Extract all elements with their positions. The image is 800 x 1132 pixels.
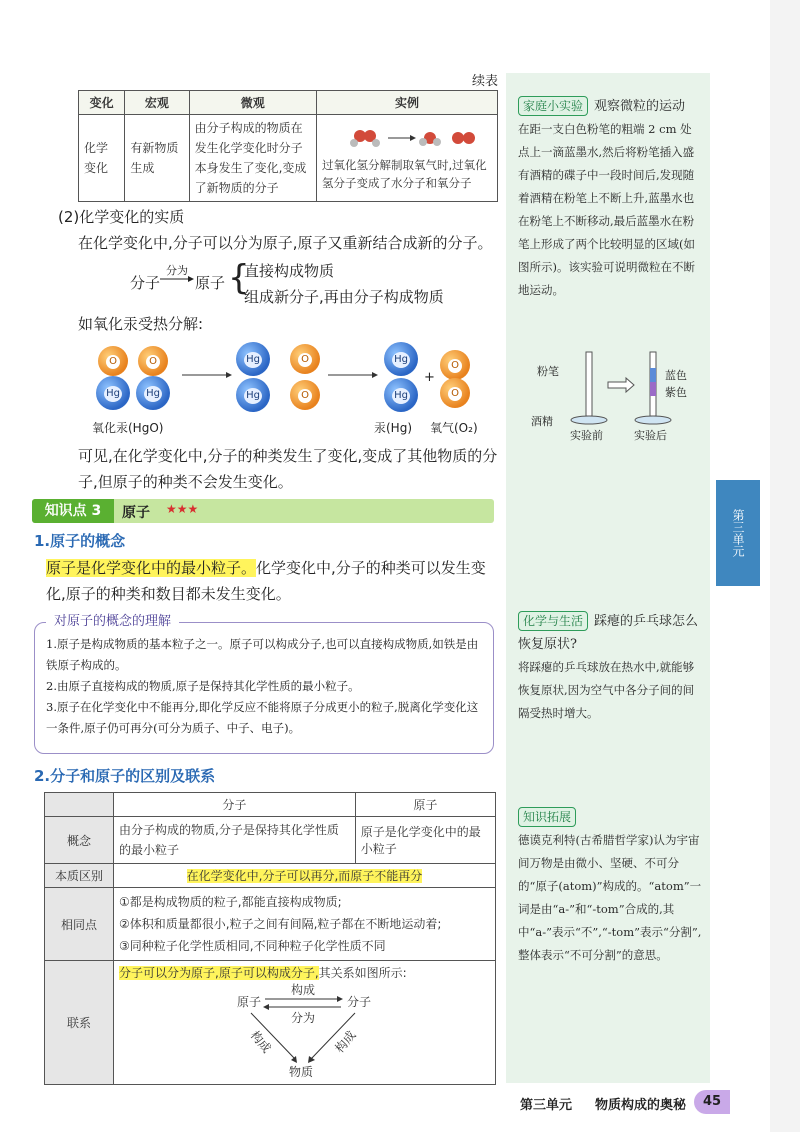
same-point: ①都是构成物质的粒子,都能直接构成物质; [119,895,342,909]
label-hg: 汞(Hg) [374,421,413,435]
atom-concept-rest: 化学变化中,分子的种类可以发生变化,原子的种类和数目都未发生变化。 [46,559,486,603]
header-micro: 微观 [189,91,316,115]
fig-after-label: 实验后 [634,429,667,442]
label-o2: 氧气(O₂) [430,421,478,435]
life-tag: 化学与生活 [518,611,588,631]
same-cell [114,888,496,961]
header-macro: 宏观 [125,91,189,115]
atom-concept-text [46,555,498,607]
fig-purple-label: 紫色 [665,386,687,399]
understanding-item: 1.原子是构成物质的基本粒子之一。原子可以构成分子,也可以直接构成物质,如铁是由铁原子构成的。 [46,637,479,672]
decomposition-illustration [322,125,492,151]
diagram-divide: 分为 [291,1011,316,1025]
oxygen-atom: O [290,344,320,374]
example-text: 过氧化氢分解制取氧气时,过氧化氢分子变成了水分子和氧分子 [322,157,487,190]
fig-chalk-label: 粉笔 [537,365,559,378]
diagram-compose-top: 构成 [291,983,316,997]
knowledge-point-badge: 知识点 3 [32,499,114,523]
mercury-atom: Hg [136,376,170,410]
life-title: 踩瘪的乒乓球怎么恢复原状? [518,614,699,652]
diff-corner [45,793,114,817]
same-point: ②体积和质量都很小,粒子之间有间隔,粒子都在不断地运动着; [119,917,442,931]
label-hgo: 氧化汞(HgO) [92,421,164,435]
mercury-atom: Hg [384,342,418,376]
arrow-icon [182,370,232,380]
scheme-branch-1: 直接构成物质 [244,262,335,280]
diff-heading: 2.分子和原子的区别及联系 [34,767,216,785]
life-block [518,610,702,725]
col-atom: 原子 [355,793,495,817]
extension-tag: 知识拓展 [518,807,576,827]
cell-change: 化学变化 [79,115,125,202]
mercury-atom: Hg [96,376,130,410]
unit-side-tab: 第三单元 [716,480,760,586]
relation-diagram [119,981,490,1077]
experiment-text: 在距一支白色粉笔的粗端 2 cm 处点上一滴蓝墨水,然后将粉笔插入盛有酒精的碟子中一段时间后,发现随着酒精在粉笔上不断上升,蓝墨水也在粉笔上不断移动,最后蓝墨水在粉笔上形成了两个比较明显的区域(如图所示)。该实验可说明微粒在不断地运动。 [518,122,695,297]
diagram-compose-left: 构成 [247,1028,274,1056]
footer-unit: 第三单元 [520,1098,573,1113]
row-link: 联系 [45,961,114,1085]
fig-before-label: 实验前 [570,429,603,442]
difficulty-stars: ★★★ [166,502,199,516]
header-change: 变化 [79,91,125,115]
oxygen-atom: O [440,378,470,408]
extension-text: 德谟克利特(古希腊哲学家)认为宇宙间万物是由微小、坚硬、不可分的“原子(atom)”构成的。“atom”一词是由“a-”和“-tom”合成的,其中“a-”表示“不”,“-tom”表示“分割”,整体表示“不可分割”的意思。 [518,833,702,962]
essence-heading: (2)化学变化的实质 [58,208,185,226]
fig-alcohol-label: 酒精 [531,415,553,428]
footer-title: 物质构成的奥秘 [595,1098,687,1113]
scheme-arrow-label: 分为 [166,264,188,277]
cell-example [317,115,498,202]
experiment-block [518,95,702,302]
row-essence: 本质区别 [45,864,114,888]
link-highlight: 分子可以分为原子,原子可以构成分子, [119,966,319,980]
understanding-title: 对原子的概念的理解 [46,610,179,629]
example-intro: 如氧化汞受热分解: [78,315,204,333]
oxygen-atom: O [98,346,128,376]
row-concept: 概念 [45,817,114,864]
col-molecule: 分子 [114,793,356,817]
understanding-list [46,634,486,739]
page-number: 45 [694,1090,730,1114]
experiment-tag: 家庭小实验 [518,96,588,116]
same-point: ③同种粒子化学性质相同,不同种粒子化学性质不同 [119,939,386,953]
continued-label: 续表 [472,74,499,89]
life-text: 将踩瘪的乒乓球放在热水中,就能够恢复原状,因为空气中各分子间的间隔受热时增大。 [518,660,695,720]
link-cell [114,961,496,1085]
cell-micro: 由分子构成的物质在发生化学变化时分子本身发生了变化,变成了新物质的分子 [189,115,316,202]
essence-highlight: 在化学变化中,分子可以再分,而原子不能再分 [186,869,423,883]
arrow-icon [328,370,378,380]
understanding-item: 2.由原子直接构成的物质,原子是保持其化学性质的最小粒子。 [46,679,360,693]
oxygen-atom: O [138,346,168,376]
extension-block [518,806,702,967]
diagram-atom: 原子 [237,995,262,1009]
plus-sign: + [424,370,435,385]
change-table [78,90,498,202]
oxygen-atom: O [290,380,320,410]
scheme-brace: { [228,258,250,298]
header-example: 实例 [317,91,498,115]
scheme-molecule: 分子 [130,274,161,292]
diagram-substance: 物质 [289,1065,314,1079]
scheme-branch-2: 组成新分子,再由分子构成物质 [244,288,444,306]
atom-concept-heading: 1.原子的概念 [34,532,126,550]
mercury-atom: Hg [384,378,418,412]
essence-cell [114,864,496,888]
diagram-molecule: 分子 [347,995,372,1009]
row-same: 相同点 [45,888,114,961]
link-rest: 其关系如图所示: [318,966,407,980]
cell-macro: 有新物质生成 [125,115,189,202]
conclusion-text: 可见,在化学变化中,分子的种类发生了变化,变成了其他物质的分子,但原子的种类不会发生变化。 [78,447,498,491]
essence-line: 在化学变化中,分子可以分为原子,原子又重新结合成新的分子。 [78,234,493,252]
experiment-title: 观察微粒的运动 [594,99,686,114]
fig-blue-label: 蓝色 [665,369,687,382]
diff-table [44,792,496,1085]
atom-definition-highlight: 原子是化学变化中的最小粒子。 [46,559,257,577]
page-edge [770,0,800,1132]
diagram-compose-right: 构成 [332,1028,359,1056]
concept-molecule: 由分子构成的物质,分子是保持其化学性质的最小粒子 [114,817,356,864]
mercury-atom: Hg [236,342,270,376]
mercury-atom: Hg [236,378,270,412]
oxygen-atom: O [440,350,470,380]
scheme-arrow [160,274,194,284]
scheme-atom: 原子 [195,274,226,292]
knowledge-point-title: 原子 [122,505,150,521]
understanding-item: 3.原子在化学变化中不能再分,即化学反应不能将原子分成更小的粒子,脱离化学变化这一条件,原子仍可再分(可分为质子、中子、电子)。 [46,700,479,735]
concept-atom: 原子是化学变化中的最小粒子 [355,817,495,864]
